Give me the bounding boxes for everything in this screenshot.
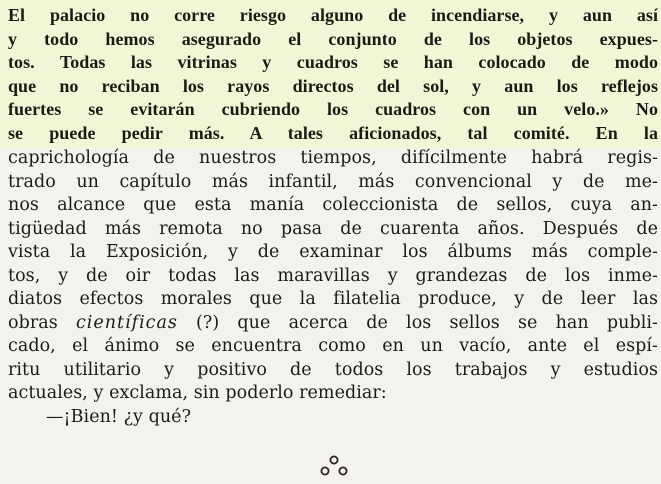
text-line: nos alcance que esta manía coleccionista de sellos, cuya an- <box>8 195 658 215</box>
text-line: se puede pedir más. A tales aficionados, tal comité. En la <box>8 122 658 143</box>
text-line: tos. Todas las vitrinas y cuadros se han colocado de modo <box>8 52 658 72</box>
text-line: que no reciban los rayos directos del sol, y aun los reflejos <box>8 75 658 96</box>
text-line: y todo hemos asegurado el conjunto de los objetos expues- <box>8 28 658 49</box>
text-line: diatos efectos morales que la filatelia produce, y de leer las <box>8 289 658 309</box>
text-line-obras <box>8 312 658 336</box>
text-line: actuales, y exclama, sin poderlo remediar: <box>8 383 387 403</box>
text-line: cado, el ánimo se encuentra como en un vacío, ante el espí- <box>8 336 658 356</box>
three-circles-ornament-icon <box>314 452 354 482</box>
text-line: fuertes se evitarán cubriendo los cuadros con un velo.» No <box>8 99 658 119</box>
obras-before: obras <box>8 312 76 333</box>
text-line: tigüedad más remota no pasa de cuarenta años. Después de <box>8 218 658 239</box>
closing-line: —¡Bien! ¿y qué? <box>46 406 192 427</box>
text-line: vista la Exposición, y de examinar los álbums más comple- <box>8 242 658 262</box>
obras-after: (?) que acerca de los sellos se han publi- <box>177 312 658 333</box>
italic-word: científicas <box>75 312 178 333</box>
text-line: tos, y de oir todas las maravillas y grandezas de los inme- <box>8 265 658 286</box>
text-line: El palacio no corre riesgo alguno de incendiarse, y aun así <box>8 5 658 25</box>
text-line: ritu utilitario y positivo de todos los trabajos y estudios <box>8 359 658 380</box>
text-line: caprichología de nuestros tiempos, difícilmente habrá regis- <box>8 148 658 168</box>
article-text <box>8 4 658 429</box>
text-line: trado un capítulo más infantil, más convencional y de me- <box>8 171 658 192</box>
